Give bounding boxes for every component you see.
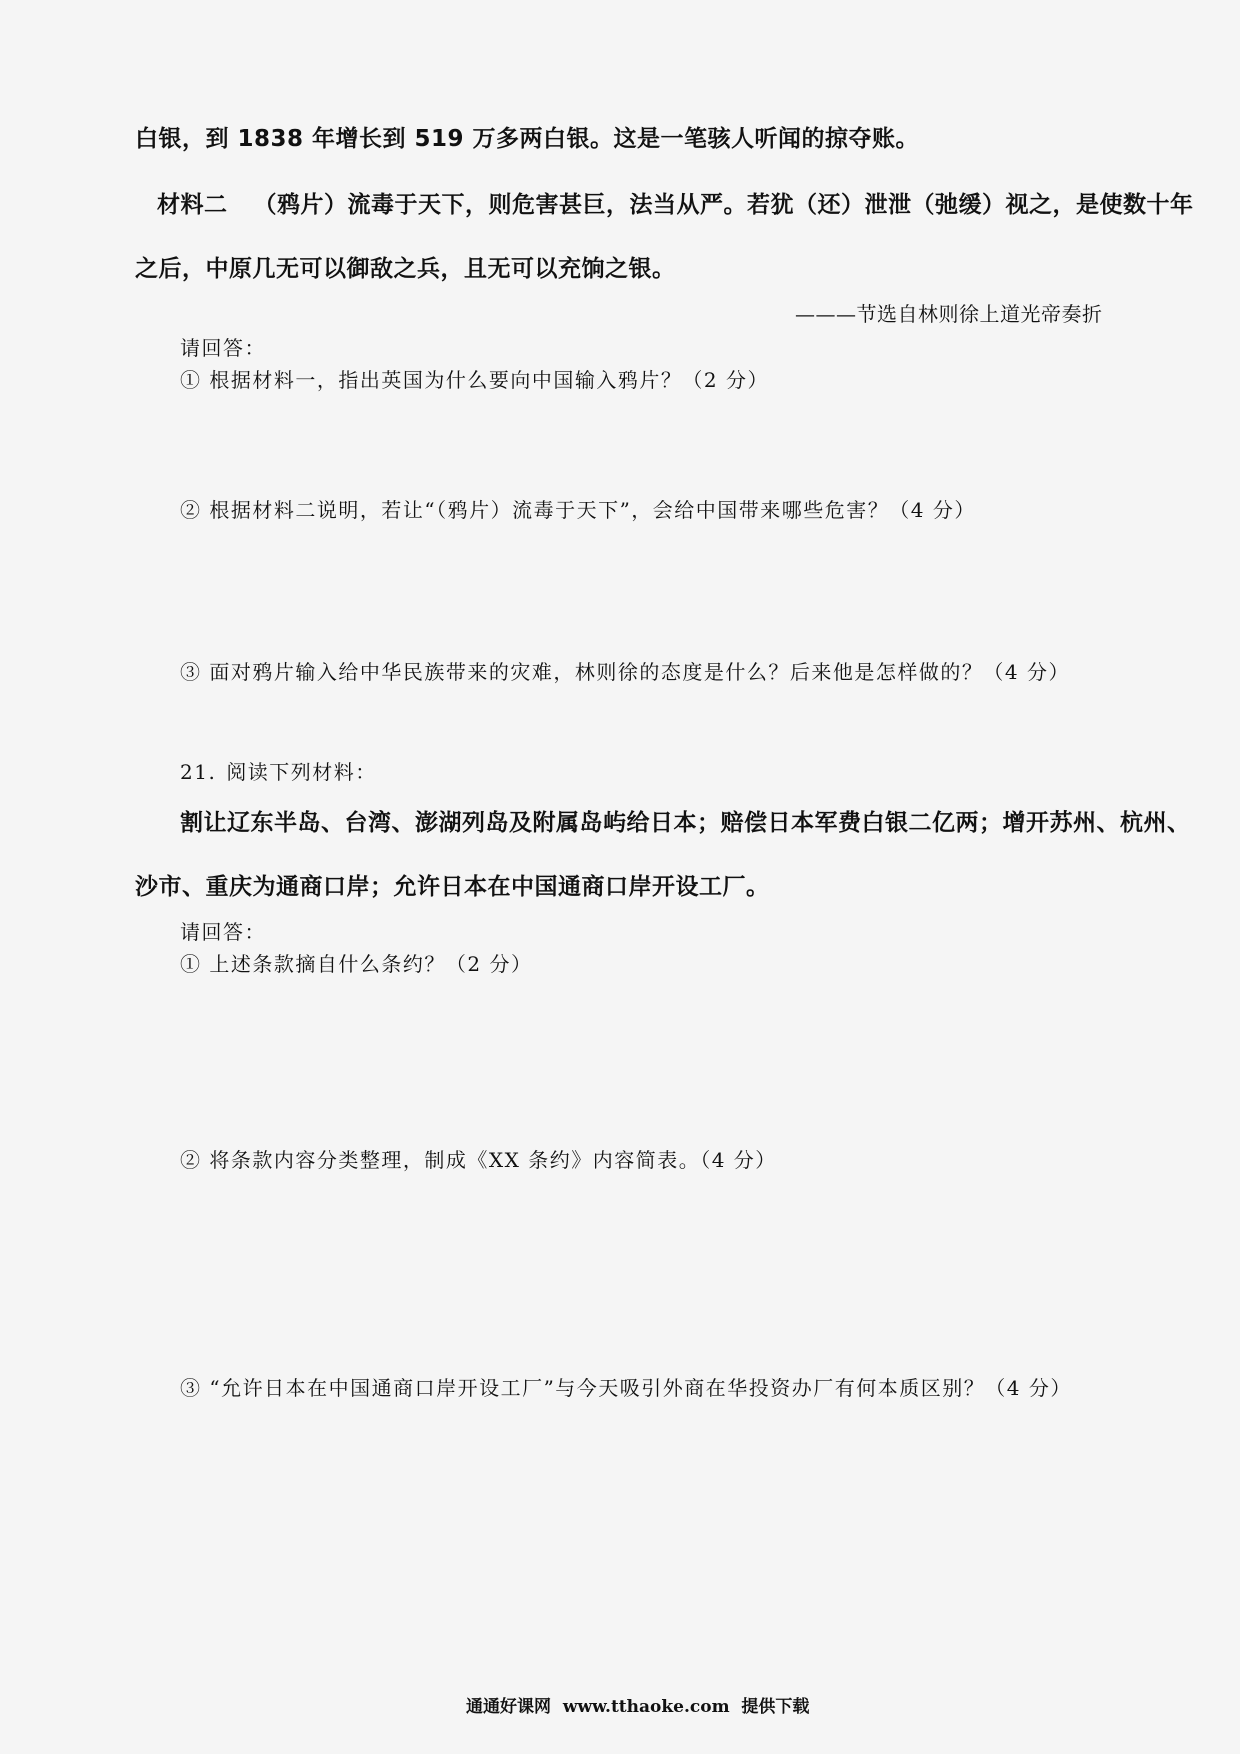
material-two-source: ———节选自林则徐上道光帝奏折	[795, 302, 1103, 326]
footer-url[interactable]: www.tthaoke.com	[562, 1697, 730, 1717]
q20-item-3: ③ 面对鸦片输入给中华民族带来的灾难，林则徐的态度是什么？后来他是怎样做的？（4 分）	[180, 660, 1070, 684]
q20-item-2: ② 根据材料二说明，若让“（鸦片）流毒于天下”，会给中国带来哪些危害？（4 分）	[180, 498, 976, 522]
q21-number: 21.	[180, 760, 217, 784]
q21-heading-line	[180, 756, 377, 785]
q20-prompt: 请回答：	[180, 336, 266, 360]
q21-material-line-1: 割让辽东半岛、台湾、澎湖列岛及附属岛屿给日本；赔偿日本军费白银二亿两；增开苏州、杭州、	[180, 810, 1191, 836]
material-one-continued-line: 白银，到 1838 年增长到 519 万多两白银。这是一笔骇人听闻的掠夺账。	[135, 126, 920, 152]
q20-item-1: ① 根据材料一，指出英国为什么要向中国输入鸦片？（2 分）	[180, 368, 769, 392]
material-two-text-line-2: 之后，中原几无可以御敌之兵，且无可以充饷之银。	[135, 256, 676, 282]
q21-item-3: ③ “允许日本在中国通商口岸开设工厂”与今天吸引外商在华投资办厂有何本质区别？（4 分）	[180, 1376, 1072, 1400]
q21-material-line-2: 沙市、重庆为通商口岸；允许日本在中国通商口岸开设工厂。	[135, 874, 770, 900]
material-two-line-1	[157, 186, 1194, 219]
material-two-text-line-1: （鸦片）流毒于天下，则危害甚巨，法当从严。若犹（还）泄泄（弛缓）视之，是使数十年	[253, 192, 1194, 218]
footer-suffix: 提供下载	[741, 1697, 810, 1717]
q21-item-2: ② 将条款内容分类整理，制成《XX 条约》内容简表。（4 分）	[180, 1148, 777, 1172]
q21-item-1: ① 上述条款摘自什么条约？（2 分）	[180, 952, 533, 976]
footer-site-name: 通通好课网	[466, 1697, 551, 1717]
footer	[466, 1692, 809, 1717]
material-two-label: 材料二	[157, 192, 228, 218]
q21-prompt: 请回答：	[180, 920, 266, 944]
q21-heading: 阅读下列材料：	[226, 760, 377, 784]
